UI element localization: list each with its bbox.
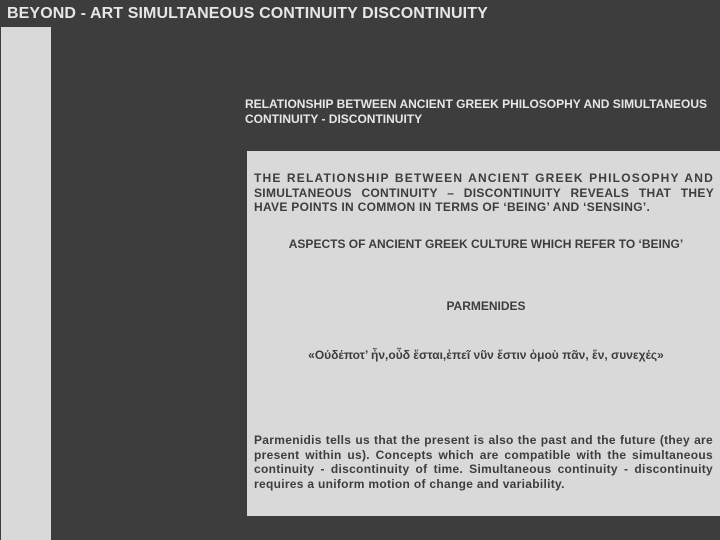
philosopher-heading: PARMENIDES bbox=[446, 299, 526, 313]
intro-lead: THE RELATIONSHIP BETWEEN ANCIENT GREEK PHILOSOPHY AND bbox=[254, 171, 714, 185]
content-panel bbox=[247, 151, 720, 516]
body-paragraph: Parmenidis tells us that the present is also the past and the future (they are present within us). Concepts which are compatible with the simultaneous continuity - discontinuity of time. Simultaneous continuity - discontinuity requires a uniform motion of change and variability. bbox=[254, 433, 713, 491]
site-title: BEYOND - ART SIMULTANEOUS CONTINUITY DISCONTINUITY bbox=[7, 5, 488, 22]
sidebar bbox=[1, 27, 51, 540]
intro-text bbox=[254, 171, 714, 215]
intro-rest: SIMULTANEOUS CONTINUITY – DISCONTINUITY REVEALS THAT THEY HAVE POINTS IN COMMON IN TERMS OF ‘BEING’ AND ‘SENSING’. bbox=[254, 185, 714, 214]
aspects-heading: ASPECTS OF ANCIENT GREEK CULTURE WHICH REFER TO ‘BEING’ bbox=[288, 237, 684, 251]
greek-quote: «Ούδέποτ’ ἦν,οὖδ ἔσται,ἐπεῖ νῦν ἔστιν ὁμοὺ πᾶν, ἕν, συνεχές» bbox=[308, 348, 664, 362]
page-heading: RELATIONSHIP BETWEEN ANCIENT GREEK PHILOSOPHY AND SIMULTANEOUS CONTINUITY - DISCONTINUITY bbox=[245, 97, 708, 126]
